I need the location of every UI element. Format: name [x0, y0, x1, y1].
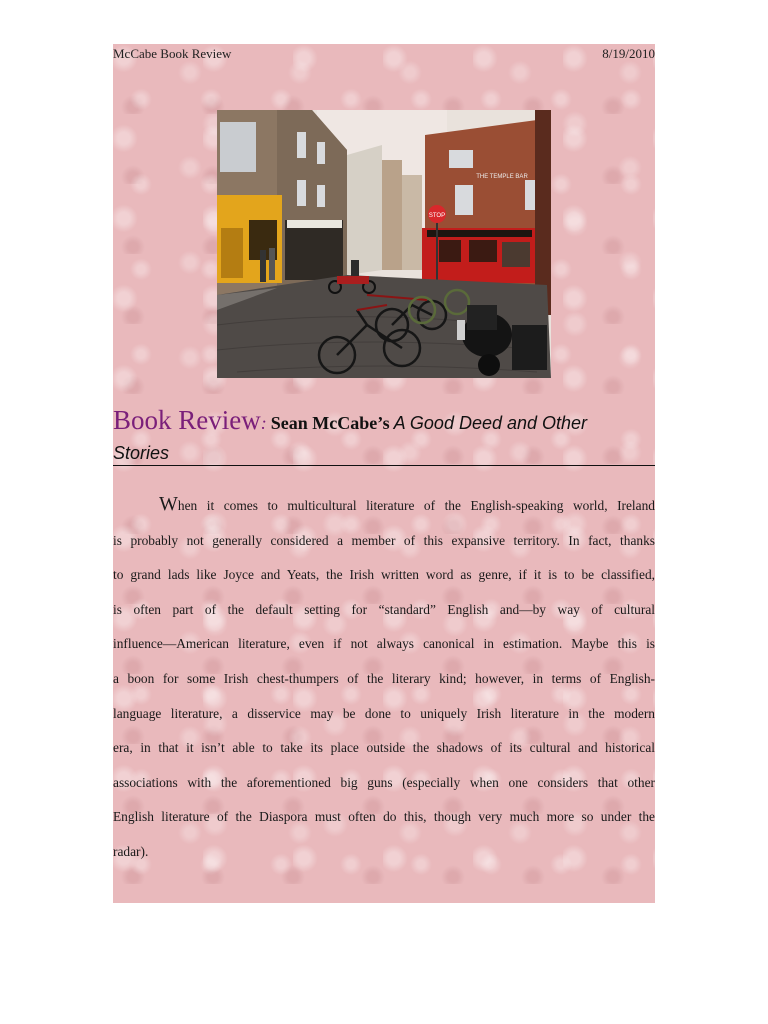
- review-body: [113, 487, 655, 870]
- headline-colon: :: [260, 413, 267, 433]
- paragraph-line: When it comes to multicultural literature of the English-speaking world, Ireland: [159, 493, 655, 515]
- paragraph-line: influence—American literature, even if not always canonical in estimation. Maybe this is: [113, 636, 655, 652]
- paragraph-line: is often part of the default setting for “standard” English and—by way of cultural: [113, 601, 655, 617]
- street-scene-illustration: [217, 110, 551, 378]
- paragraph-line: English literature of the Diaspora must often do this, though very much more so under the: [113, 809, 655, 825]
- headline-main: Book Review: [113, 405, 261, 435]
- headline-author: Sean McCabe’s: [270, 413, 390, 433]
- paragraph-line: era, in that it isn’t able to take its place outside the shadows of its cultural and historical: [113, 740, 655, 756]
- paragraph-line: is probably not generally considered a member of this expansive territory. In fact, thanks: [113, 532, 655, 548]
- paragraph-line: to grand lads like Joyce and Yeats, the Irish written word as genre, if it is to be classified,: [113, 567, 655, 583]
- headline-book-title-cont: Stories: [113, 443, 170, 463]
- header-date: 8/19/2010: [602, 46, 655, 61]
- pub-sign-text: THE TEMPLE BAR: [476, 174, 528, 180]
- headline-book-title: A Good Deed and Other: [393, 413, 588, 433]
- stop-sign-text: STOP: [428, 213, 446, 219]
- paragraph-line: a boon for some Irish chest-thumpers of the literary kind; however, in terms of English-: [113, 670, 655, 686]
- paragraph-line: radar).: [113, 843, 149, 859]
- drop-letter: W: [159, 493, 178, 515]
- paragraph-line: associations with the aforementioned big guns (especially when one considers that other: [113, 774, 655, 790]
- header-title: McCabe Book Review: [113, 46, 232, 61]
- street-photo: [217, 110, 551, 378]
- paragraph-line: language literature, a disservice may be done to uniquely Irish literature in the modern: [113, 705, 655, 721]
- headline-divider: [113, 465, 655, 466]
- review-headline: [113, 406, 655, 469]
